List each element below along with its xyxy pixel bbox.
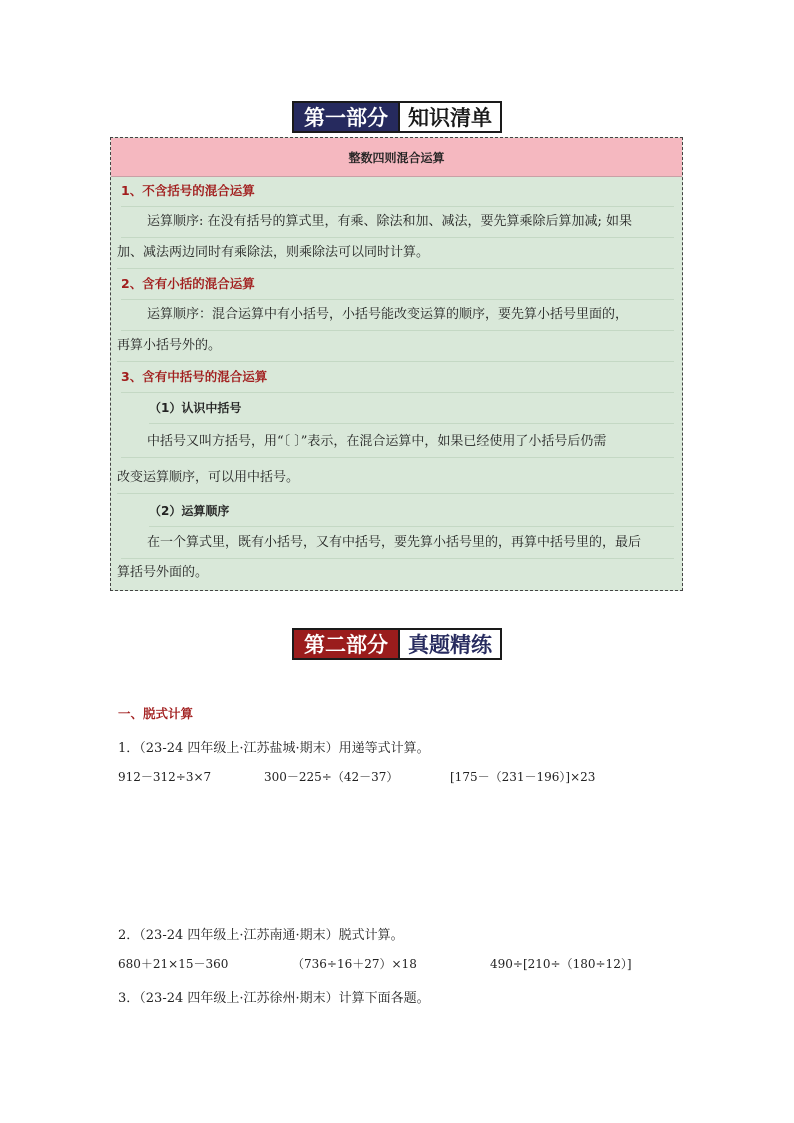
q2-expression-2: （736÷16＋27）×18 <box>292 957 417 971</box>
q2-expression-3: 490÷[210÷（180÷12）] <box>490 957 632 971</box>
q2-expression-1: 680＋21×15－360 <box>118 957 229 971</box>
part2-label-left: 第二部分 <box>294 630 398 658</box>
section1-heading: 1、不含括号的混合运算 <box>121 176 674 207</box>
knowledge-box <box>110 137 683 591</box>
knowledge-title: 整数四则混合运算 <box>111 138 682 177</box>
q1-expression-2: 300－225÷（42－37） <box>264 770 399 784</box>
question-3: 3．（23-24 四年级上·江苏徐州·期末）计算下面各题。 <box>118 991 430 1006</box>
section1-line2: 加、减法两边同时有乘除法，则乘除法可以同时计算。 <box>117 238 674 269</box>
q1-expression-1: 912－312÷3×7 <box>118 770 212 784</box>
section3-sub1-line2: 改变运算顺序，可以用中括号。 <box>117 463 674 494</box>
section3-sub2-line1: 在一个算式里，既有小括号，又有中括号，要先算小括号里的，再算中括号里的，最后 <box>121 528 674 559</box>
section2-line2: 再算小括号外的。 <box>117 331 674 362</box>
part1-label-right: 知识清单 <box>398 103 500 131</box>
section2-heading: 2、含有小括的混合运算 <box>121 269 674 300</box>
section3-sub1-line1: 中括号又叫方括号，用“〔 〕”表示，在混合运算中，如果已经使用了小括号后仍需 <box>121 427 674 458</box>
section1-line1: 运算顺序: 在没有括号的算式里，有乘、除法和加、减法，要先算乘除后算加减; 如果 <box>121 207 674 238</box>
part2-banner <box>292 628 502 660</box>
question-1: 1．（23-24 四年级上·江苏盐城·期末）用递等式计算。 <box>118 741 430 756</box>
question-2: 2．（23-24 四年级上·江苏南通·期末）脱式计算。 <box>118 928 404 943</box>
section3-sub2-line2: 算括号外面的。 <box>117 565 209 580</box>
section2-line1: 运算顺序：混合运算中有小括号，小括号能改变运算的顺序，要先算小括号里面的， <box>121 300 674 331</box>
practice-section-title: 一、脱式计算 <box>118 706 194 721</box>
section3-sub2: （2）运算顺序 <box>149 496 674 527</box>
section3-sub1: （1）认识中括号 <box>149 393 674 424</box>
q1-expression-3: [175－（231－196）]×23 <box>450 770 596 784</box>
part2-label-right: 真题精练 <box>398 630 500 658</box>
part1-banner <box>292 101 502 133</box>
part1-label-left: 第一部分 <box>294 103 398 131</box>
section3-heading: 3、含有中括号的混合运算 <box>121 362 674 393</box>
